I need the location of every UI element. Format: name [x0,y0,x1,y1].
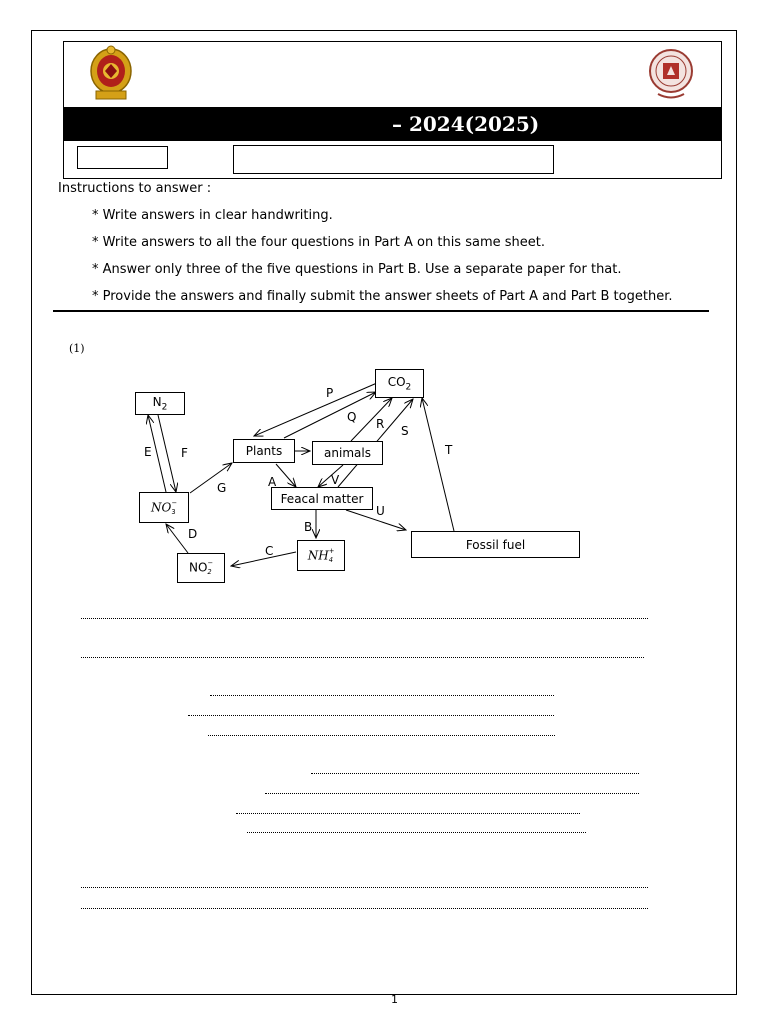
node-nh4-label: NH + 4 [307,546,335,564]
answer-line[interactable] [81,887,648,888]
answer-line[interactable] [81,657,644,658]
answer-line[interactable] [311,773,639,774]
answer-line[interactable] [247,832,586,833]
answer-line[interactable] [208,735,555,736]
edge-label-p: P [326,386,334,400]
question-number: (1) [69,342,85,355]
answer-line[interactable] [81,908,648,909]
page-number: 1 [391,993,398,1006]
node-no3 [139,492,189,523]
instructions-title: Instructions to answer : [58,181,212,196]
edge-label-d: D [188,527,198,541]
edge-label-s: S [401,424,409,438]
node-fossil-fuel: Fossil fuel [411,531,580,558]
exam-title: – 2024(2025) [392,112,540,136]
edge-label-a: A [268,475,277,489]
instruction-item: * Write answers in clear handwriting. [92,208,333,223]
edge-label-f: F [181,446,188,460]
answer-line[interactable] [81,618,648,619]
edge-label-v: V [331,473,340,487]
edge-label-g: G [217,481,227,495]
answer-line[interactable] [265,793,639,794]
edge-label-b: B [304,520,313,534]
node-plants: Plants [233,439,295,463]
node-no2 [177,553,225,583]
edge-label-q: Q [347,410,357,424]
node-no3-label: NO − 3 [151,498,177,516]
edge-label-u: U [376,504,385,518]
answer-line[interactable] [236,813,580,814]
node-feacal-matter: Feacal matter [271,487,373,510]
node-co2 [375,369,424,398]
edge-label-r: R [376,417,385,431]
answer-line[interactable] [188,715,554,716]
node-nh4 [297,540,345,571]
edge-label-e: E [144,445,152,459]
instruction-item: * Write answers to all the four questions in Part A on this same sheet. [92,235,545,250]
node-n2-label: $N_2$ [152,394,168,413]
node-n2 [135,392,185,415]
node-no2-label: NO − 2 [189,559,213,576]
edge-label-c: C [265,544,274,558]
instruction-item: * Provide the answers and finally submit the answer sheets of Part A and Part B together. [92,289,673,304]
instruction-item: * Answer only three of the five questions in Part B. Use a separate paper for that. [92,262,622,277]
answer-line[interactable] [210,695,554,696]
node-co2-label: $CO_2$ [387,374,412,393]
node-animals: animals [312,441,383,465]
edge-label-t: T [445,443,453,457]
